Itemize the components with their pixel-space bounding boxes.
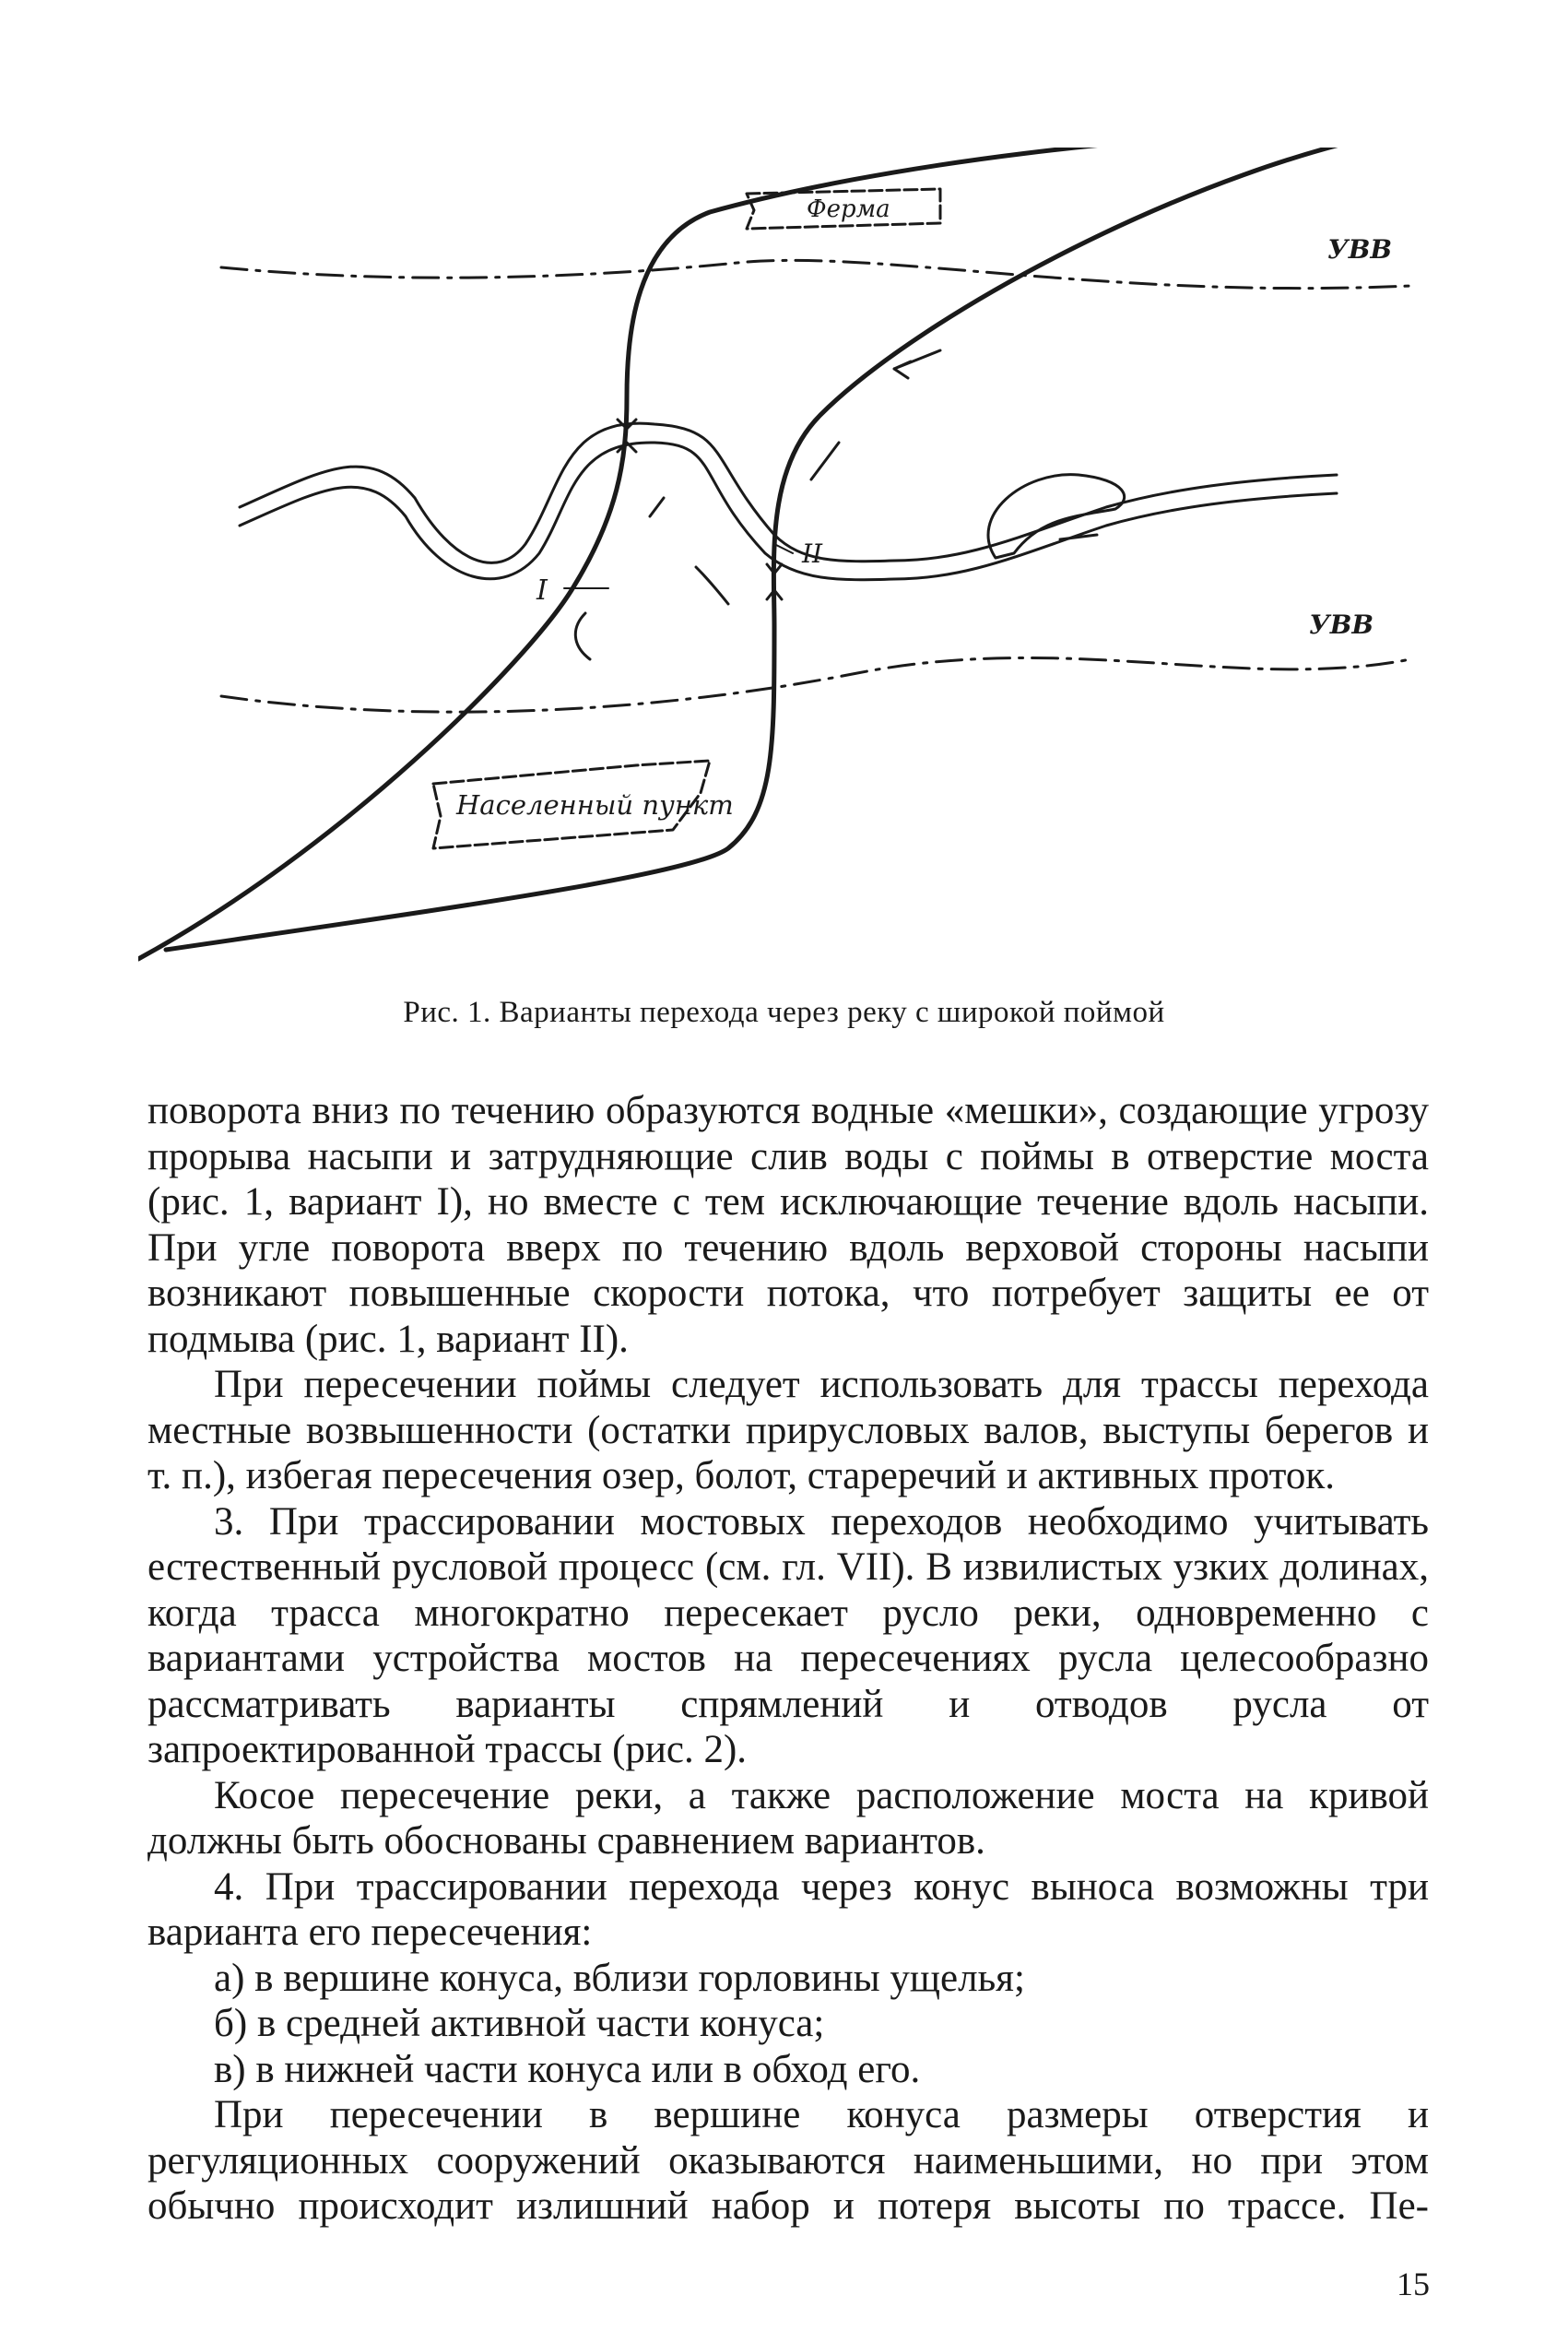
list-item: а) в вершине конуса, вблизи горловины ущелья;	[214, 1956, 1025, 2000]
figure-river-crossing	[138, 148, 1429, 987]
body-text	[147, 1088, 1429, 2230]
route-variant-2	[166, 148, 1410, 950]
list-item: в) в нижней части конуса или в обход его.	[214, 2047, 921, 2091]
settlement-label: Населенный пункт	[456, 789, 734, 821]
farm-label: Ферма	[807, 195, 890, 223]
paragraph: При пересечении поймы следует использовать для трассы перехода местные возвышенности (остатки прирусловых валов, выступы берегов и т. п.), избегая пересечения озер, болот, стареречий и активных проток.	[147, 1363, 1429, 1497]
page-number: 15	[1397, 2266, 1430, 2302]
paragraph: 4. При трассировании перехода через конус выноса возможны три варианта его пересечения:	[147, 1864, 1429, 1954]
paragraph: Косое пересечение реки, а также расположение моста на кривой должны быть обоснованы сравнением вариантов.	[147, 1773, 1429, 1863]
flow-arrow-6	[575, 613, 590, 659]
flow-arrow-1	[894, 350, 940, 378]
variant-2-label: II	[802, 538, 823, 569]
river-bank-north	[240, 423, 1337, 562]
river-crossing-diagram	[138, 148, 1429, 987]
paragraph: При пересечении в вершине конуса размеры отверстия и регуляционных сооружений оказываются наименьшими, но при этом обычно происходит излишний набор и потеря высоты по трассе. Пе-	[147, 2093, 1429, 2228]
paragraph: 3. При трассировании мостовых переходов необходимо учитывать естественный русловой процесс (см. гл. VII). В извилистых узких долинах, когда трасса многократно пересекает русло реки, одновременно с вариантами устройства мостов на пересечениях русла целесообразно рассматривать варианты спрямлений и отводов русла от запроектированной трассы (рис. 2).	[147, 1499, 1429, 1771]
uvv-label-top: УВВ	[1327, 234, 1393, 265]
uvv-label-bottom: УВВ	[1309, 609, 1374, 640]
flow-arrow-4	[650, 498, 664, 516]
uvv-line-bottom	[221, 657, 1410, 712]
oxbow-lake	[988, 475, 1125, 558]
paragraph: поворота вниз по течению образуются водные «мешки», создающие угрозу прорыва насыпи и затрудняющие слив воды с поймы в отверстие моста (рис. 1, вариант I), но вместе с тем исключающие течение вдоль насыпи. При угле поворота вверх по течению вдоль верховой стороны насыпи возникают повышенные скорости потока, что потребует защиты ее от подмыва (рис. 1, вариант II).	[147, 1089, 1429, 1361]
flow-arrow-5	[696, 567, 728, 604]
list-item: б) в средней активной части конуса;	[214, 2002, 825, 2045]
variant-1-label: I	[536, 574, 548, 607]
flow-arrow-2	[811, 443, 839, 479]
figure-caption: Рис. 1. Варианты перехода через реку с широкой поймой	[403, 996, 1165, 1029]
uvv-line-top	[221, 260, 1410, 288]
